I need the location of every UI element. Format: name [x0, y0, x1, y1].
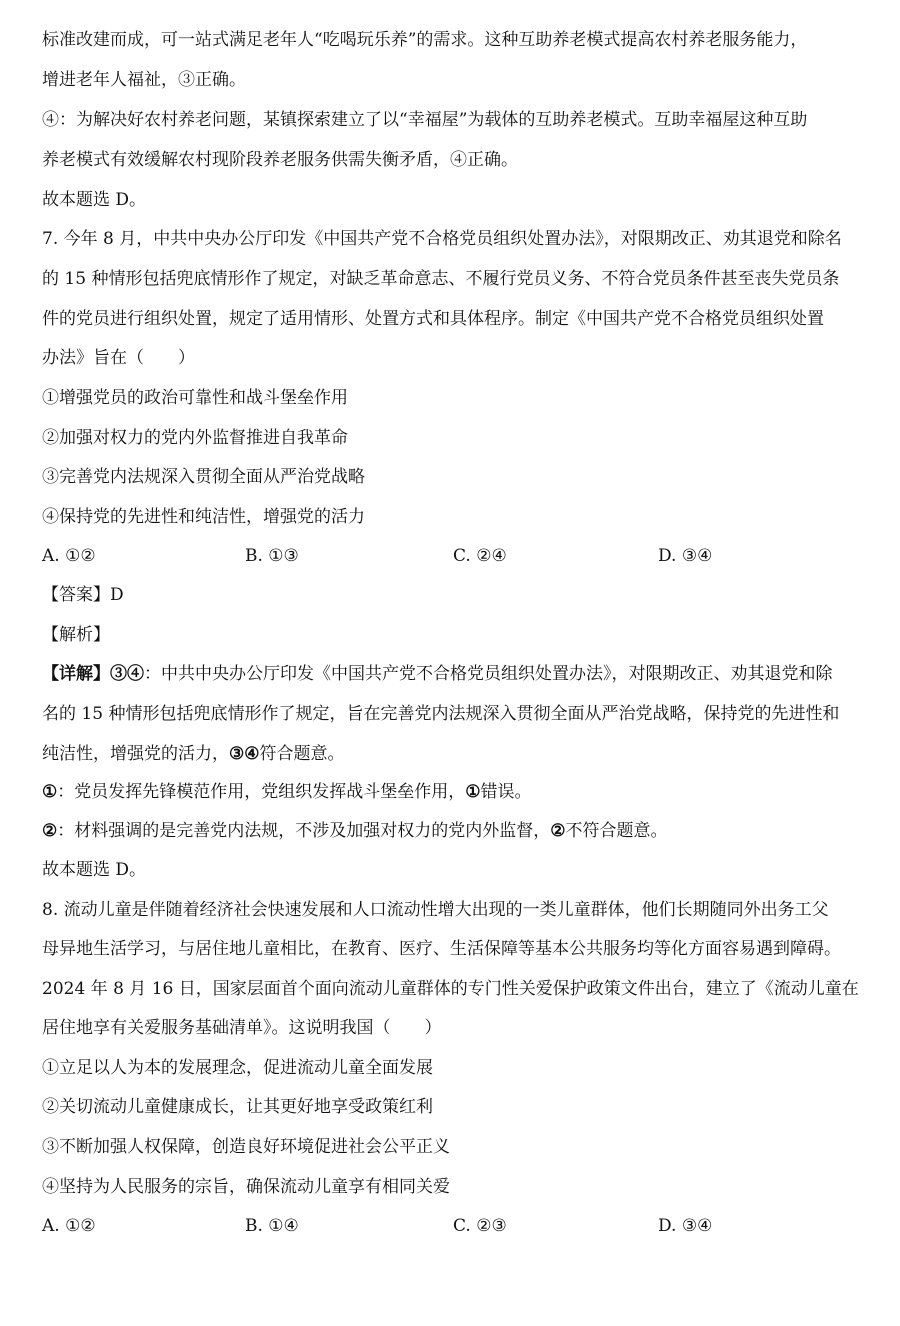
- q7-item-2: ②加强对权力的党内外监督推进自我革命: [42, 428, 348, 448]
- q7-detail-line-3-marks: ③④: [229, 744, 260, 764]
- q7-detail-line-3: [42, 742, 344, 766]
- q7-answer: 【答案】D: [42, 585, 124, 605]
- q8-item-3: ③不断加强人权保障，创造良好环境促进社会公平正义: [42, 1137, 450, 1157]
- q7-detail-line-1: [42, 662, 833, 686]
- q7-conclusion: 故本题选 D。: [42, 860, 147, 880]
- q8-item-2: ②关切流动儿童健康成长，让其更好地享受政策红利: [42, 1097, 433, 1117]
- q7-option-a: A. ①②: [42, 546, 96, 566]
- q7-item-1: ①增强党员的政治可靠性和战斗堡垒作用: [42, 388, 348, 408]
- prev-answer-line-3: ④：为解决好农村养老问题，某镇探索建立了以“幸福屋”为载体的互助养老模式。互助幸福屋这种互助: [42, 110, 808, 130]
- q7-explain-1-mark: ①: [42, 782, 58, 802]
- q7-detail-line-1-text: ：中共中央办公厅印发《中国共产党不合格党员组织处置办法》，对限期改正、劝其退党和除: [144, 664, 833, 684]
- q8-stem-line-2: 母异地生活学习，与居住地儿童相比，在教育、医疗、生活保障等基本公共服务均等化方面容易遇到障碍。: [42, 939, 841, 959]
- q7-detail-line-3-end: 符合题意。: [259, 744, 345, 764]
- q8-option-b: B. ①④: [245, 1216, 299, 1236]
- q7-option-c: C. ②④: [453, 546, 507, 566]
- q7-item-3: ③完善党内法规深入贯彻全面从严治党战略: [42, 467, 365, 487]
- q7-explain-2-mark: ②: [42, 821, 58, 841]
- q7-stem-line-1: 7. 今年 8 月，中共中央办公厅印发《中国共产党不合格党员组织处置办法》，对限期改正、劝其退党和除名: [42, 229, 842, 249]
- prev-answer-conclusion: 故本题选 D。: [42, 190, 147, 210]
- q8-stem-line-4: 居住地享有关爱服务基础清单》。这说明我国（ ）: [42, 1018, 442, 1038]
- q7-stem-line-4: 办法》旨在（ ）: [42, 348, 195, 368]
- q7-explain-1: [42, 780, 532, 804]
- q8-option-a: A. ①②: [42, 1216, 96, 1236]
- q7-option-b: B. ①③: [245, 546, 299, 566]
- q7-detail-label: 【详解】③④: [42, 664, 144, 684]
- q8-stem-line-1: 8. 流动儿童是伴随着经济社会快速发展和人口流动性增大出现的一类儿童群体，他们长期随同外出务工父: [42, 900, 829, 920]
- q7-explain-2-end: 不符合题意。: [565, 821, 668, 841]
- q7-explain-1-text: ：党员发挥先锋模范作用，党组织发挥战斗堡垒作用，: [57, 782, 466, 802]
- q7-explain-1-mark-2: ①: [465, 782, 481, 802]
- q8-item-4: ④坚持为人民服务的宗旨，确保流动儿童享有相同关爱: [42, 1177, 450, 1197]
- q7-stem-line-3: 件的党员进行组织处置，规定了适用情形、处置方式和具体程序。制定《中国共产党不合格党员组织处置: [42, 309, 824, 329]
- prev-answer-line-4: 养老模式有效缓解农村现阶段养老服务供需失衡矛盾，④正确。: [42, 150, 518, 170]
- q8-option-d: D. ③④: [658, 1216, 713, 1236]
- q7-explain-1-end: 错误。: [480, 782, 532, 802]
- q7-detail-line-2: 名的 15 种情形包括兜底情形作了规定，旨在完善党内法规深入贯彻全面从严治党战略，保持党的先进性和: [42, 704, 840, 724]
- q7-item-4: ④保持党的先进性和纯洁性，增强党的活力: [42, 507, 365, 527]
- q8-option-c: C. ②③: [453, 1216, 507, 1236]
- prev-answer-line-2: 增进老年人福祉，③正确。: [42, 70, 246, 90]
- q7-detail-line-3-text: 纯洁性，增强党的活力，: [42, 744, 229, 764]
- q8-stem-line-3: 2024 年 8 月 16 日，国家层面首个面向流动儿童群体的专门性关爱保护政策文件出台，建立了《流动儿童在: [42, 979, 859, 999]
- q8-item-1: ①立足以人为本的发展理念，促进流动儿童全面发展: [42, 1058, 433, 1078]
- prev-answer-line-1: 标准改建而成，可一站式满足老年人“吃喝玩乐养”的需求。这种互助养老模式提高农村养老服务能力，: [42, 30, 808, 50]
- q7-explain-2-text: ：材料强调的是完善党内法规，不涉及加强对权力的党内外监督，: [57, 821, 551, 841]
- q7-explain-2-mark-2: ②: [550, 821, 566, 841]
- q7-option-d: D. ③④: [658, 546, 713, 566]
- q7-analysis-label: 【解析】: [42, 625, 110, 645]
- q7-explain-2: [42, 819, 668, 843]
- q7-stem-line-2: 的 15 种情形包括兜底情形作了规定，对缺乏革命意志、不履行党员义务、不符合党员条件甚至丧失党员条: [42, 269, 840, 289]
